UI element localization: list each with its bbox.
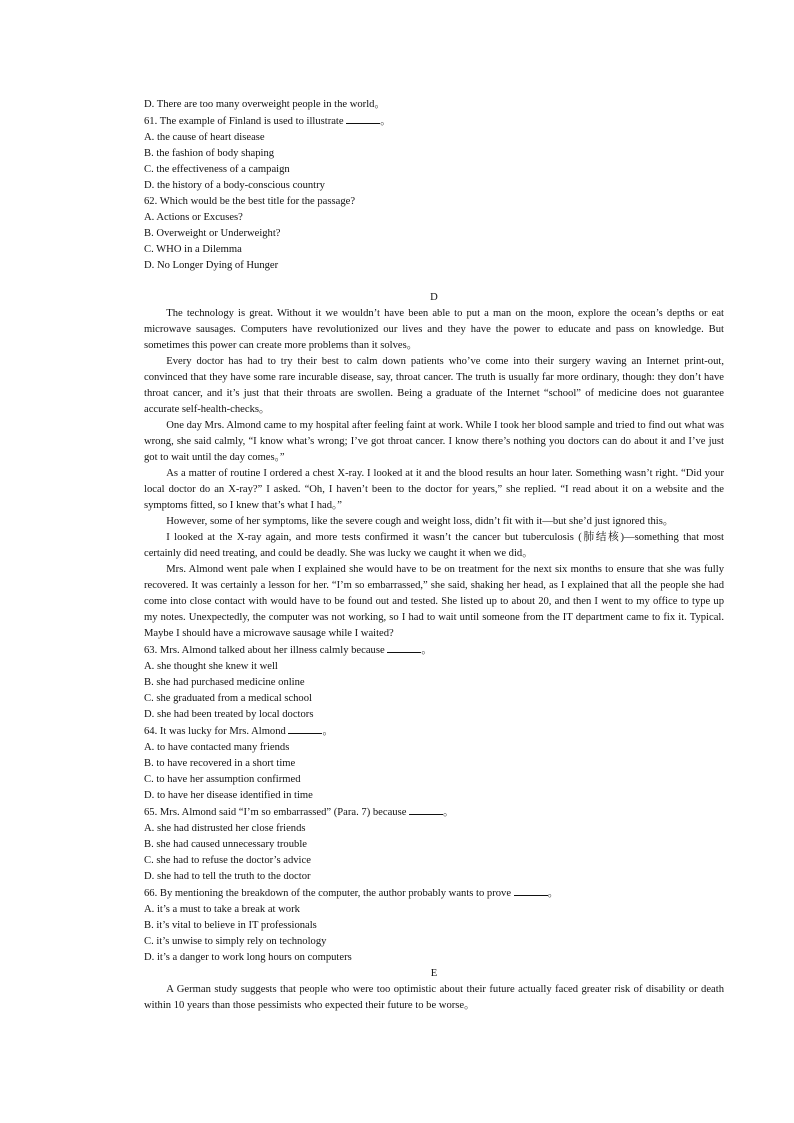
passage-paragraph — [144, 354, 724, 418]
option-line: A. to have contacted many friends — [144, 742, 290, 753]
passage-paragraph — [144, 306, 724, 354]
passage-paragraph — [144, 418, 724, 466]
paragraph-text: I looked at the X-ray again, and more tests confirmed it wasn’t the cancer but tuberculosis (肺结核)—something that most certainly did need treating, and could be deadly. She was lucky we caught it when we did。 — [144, 532, 724, 559]
question-text: 66. By mentioning the breakdown of the computer, the author probably wants to prove — [144, 888, 512, 899]
option-line: A. she thought she knew it well — [144, 661, 278, 672]
question-end: 。 — [421, 645, 432, 656]
exam-page — [144, 97, 724, 1014]
passage-paragraph — [144, 982, 724, 1014]
paragraph-text: The technology is great. Without it we wouldn’t have been able to put a man on the moon, explore the ocean’s depths or eat microwave sausages. Computers have revolutionized our lives and they have the power to educate and pass on knowledge. But sometimes this power can create more problems than it solves。 — [144, 308, 724, 351]
question-stem — [144, 113, 724, 130]
passage-paragraph — [144, 530, 724, 562]
question-text: 65. Mrs. Almond said “I’m so embarrassed” (Para. 7) because — [144, 807, 407, 818]
option-line: C. it’s unwise to simply rely on technology — [144, 936, 327, 947]
option-line: C. she graduated from a medical school — [144, 693, 312, 704]
option-line: B. to have recovered in a short time — [144, 758, 296, 769]
question-end: 。 — [380, 116, 391, 127]
passage-paragraph — [144, 514, 724, 530]
option-line: C. the effectiveness of a campaign — [144, 164, 290, 175]
option-line: B. it’s vital to believe in IT professionals — [144, 920, 317, 931]
section-heading-d: D — [430, 292, 438, 303]
paragraph-text: One day Mrs. Almond came to my hospital after feeling faint at work. While I took her blood sample and tried to find out what was wrong, she said calmly, “I know what’s wrong; I’ve got throat cancer. I know there’s nothing you doctors can do about it and I’ve just got to wait until the day comes。” — [144, 420, 724, 463]
question-end: 。 — [547, 888, 559, 899]
passage-paragraph — [144, 466, 724, 514]
paragraph-text: As a matter of routine I ordered a chest X-ray. I looked at it and the blood results an hour later. Something wasn’t right. “Did your local doctor do an X-ray?” I asked. “Oh, I haven’t been to the doctor for years,” she replied. “I read about it on a website and the symptoms fitted, so I knew that’s what I had。” — [144, 468, 724, 511]
question-end: 。 — [322, 726, 334, 737]
question-stem — [144, 642, 724, 659]
option-line: A. it’s a must to take a break at work — [144, 904, 300, 915]
option-line: C. to have her assumption confirmed — [144, 774, 301, 785]
option-line: A. the cause of heart disease — [144, 132, 265, 143]
answer-blank[interactable] — [514, 885, 548, 896]
option-line: D. No Longer Dying of Hunger — [144, 260, 279, 271]
option-line: B. Overweight or Underweight? — [144, 228, 281, 239]
question-stem: 62. Which would be the best title for the passage? — [144, 196, 356, 207]
question-text: 61. The example of Finland is used to illustrate — [144, 116, 344, 127]
question-stem — [144, 885, 724, 902]
paragraph-text: Every doctor has had to try their best to calm down patients who’ve come into their surgery waving an Internet print-out, convinced that they have some rare incurable disease, say, throat cancer. The truth is usually far more ordinary, though: they don’t have throat cancer, and it’s just that their throats are swollen. Being a graduate of the Internet “school” of medicine does not guarantee accurate self-health-checks。 — [144, 356, 724, 415]
paragraph-text: However, some of her symptoms, like the severe cough and weight loss, didn’t fit with it—but she’d just ignored this。 — [166, 516, 674, 527]
answer-blank[interactable] — [387, 642, 421, 653]
option-line: D. she had to tell the truth to the doctor — [144, 871, 311, 882]
question-text: 63. Mrs. Almond talked about her illness calmly because — [144, 645, 385, 656]
option-line: B. the fashion of body shaping — [144, 148, 275, 159]
passage-paragraph — [144, 562, 724, 642]
option-line: A. Actions or Excuses? — [144, 212, 243, 223]
option-line: D. the history of a body-conscious country — [144, 180, 325, 191]
question-stem — [144, 723, 724, 740]
option-line: D. to have her disease identified in time — [144, 790, 313, 801]
option-line: B. she had caused unnecessary trouble — [144, 839, 307, 850]
question-text: 64. It was lucky for Mrs. Almond — [144, 726, 286, 737]
option-line: A. she had distrusted her close friends — [144, 823, 306, 834]
answer-blank[interactable] — [288, 723, 322, 734]
paragraph-text: Mrs. Almond went pale when I explained she would have to be on treatment for the next six months to ensure that she was fully recovered. It was certainly a lesson for her. “I’m so embarrassed,” she said, shaking her head, as I explained that all the people she had come into close contact with would have to be found out and tested. She listed up to about 20, and then I went to my office to type up my notes. Unexpectedly, the computer was not working, so I had to wait until someone from the IT department came to fix it. Typical. Maybe I should have a microwave sausage while I waited? — [144, 564, 724, 639]
option-line: D. There are too many overweight people in the world。 — [144, 99, 386, 110]
option-line: C. she had to refuse the doctor’s advice — [144, 855, 311, 866]
answer-blank[interactable] — [346, 113, 380, 124]
answer-blank[interactable] — [409, 804, 443, 815]
option-line: D. it’s a danger to work long hours on computers — [144, 952, 352, 963]
paragraph-text: A German study suggests that people who were too optimistic about their future actually faced greater risk of disability or death within 10 years than those pessimists who expected their future to be worse。 — [144, 984, 724, 1011]
option-line: B. she had purchased medicine online — [144, 677, 305, 688]
question-end: 。 — [443, 807, 454, 818]
option-line: D. she had been treated by local doctors — [144, 709, 314, 720]
question-stem — [144, 804, 724, 821]
section-heading-e: E — [430, 968, 438, 979]
option-line: C. WHO in a Dilemma — [144, 244, 242, 255]
